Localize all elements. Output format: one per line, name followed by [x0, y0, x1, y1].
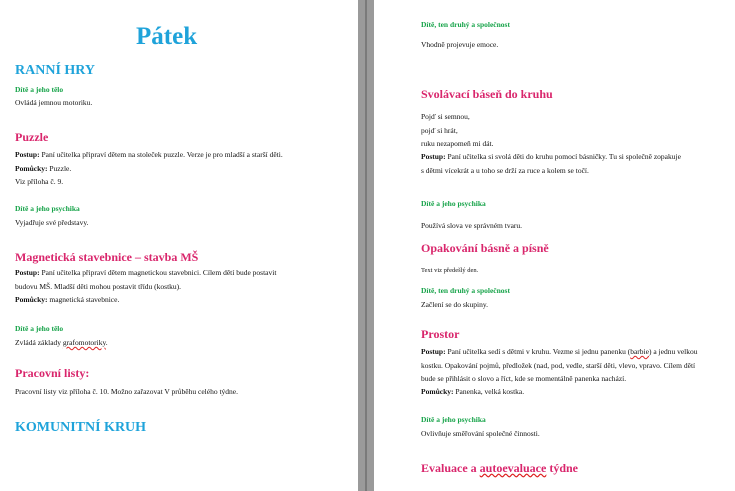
poem-procedure-2: s dětmi vícekrát a u toho se drží za ruce a kolem se točí.	[421, 166, 589, 175]
puzzle-aids: Pomůcky: Puzzle.	[15, 164, 72, 173]
space-subheading: Dítě a jeho psychika	[421, 415, 486, 424]
society-text: Vhodně projevuje emoce.	[421, 40, 499, 49]
space-heading: Prostor	[421, 327, 460, 341]
puzzle-procedure: Postup: Paní učitelka připraví dětem na stoleček puzzle. Verze je pro mladší a starší děti.	[15, 150, 283, 159]
space-aids: Pomůcky: Panenka, velká kostka.	[421, 387, 525, 396]
repeat-text: Text viz předešlý den.	[421, 267, 479, 274]
worksheets-heading: Pracovní listy:	[15, 366, 90, 380]
poem-procedure-1: Postup: Paní učitelka si svolá děti do kruhu pomocí básničky. Tu si společně zopakuje	[421, 152, 681, 161]
space-procedure-3: bude se přihlásit o slovo a říct, kde se momentálně panenka nachází.	[421, 374, 627, 383]
puzzle-appendix: Viz příloha č. 9.	[15, 177, 64, 186]
magnetic-aids: Pomůcky: magnetická stavebnice.	[15, 295, 120, 304]
morning-games-heading: RANNÍ HRY	[15, 63, 96, 78]
space-procedure-1: Postup: Paní učitelka sedí s dětmi v kruhu. Vezme si jednu panenku (barbie) a jednu velkou	[421, 347, 698, 356]
puzzle-subheading: Dítě a jeho psychika	[15, 204, 80, 213]
right-page	[374, 0, 735, 491]
day-title: Pátek	[136, 23, 198, 50]
poem-heading: Svolávací báseň do kruhu	[421, 87, 553, 101]
magnetic-subtext: Zvládá základy grafomotoriky.	[15, 338, 108, 347]
puzzle-subtext: Vyjadřuje své představy.	[15, 218, 89, 227]
puzzle-heading: Puzzle	[15, 130, 49, 144]
page-divider	[365, 0, 367, 491]
repeat-subheading: Dítě, ten druhý a společnost	[421, 286, 510, 295]
magnetic-procedure-1: Postup: Paní učitelka připraví dětem magnetickou stavebnici. Cílem dětí bude postavit	[15, 268, 277, 277]
poem-subtext: Používá slova ve správném tvaru.	[421, 221, 523, 230]
space-subtext: Ovlivňuje směřování společné činnosti.	[421, 429, 540, 438]
poem-line-2: pojď si hrát,	[421, 126, 458, 135]
left-page	[0, 0, 358, 491]
repeat-subtext: Začlení se do skupiny.	[421, 300, 488, 309]
magnetic-procedure-2: budovu MŠ. Mladší děti mohou postavit třídu (kostku).	[15, 282, 182, 291]
poem-line-1: Pojď si semnou,	[421, 112, 470, 121]
space-procedure-2: kostku. Opakování pojmů, předložek (nad, pod, vedle, starší děti, vlevo, vpravo. Cílem dětí	[421, 361, 696, 370]
society-subheading: Dítě, ten druhý a společnost	[421, 20, 510, 29]
evaluation-heading: Evaluace a autoevaluace týdne	[421, 461, 578, 475]
repeat-heading: Opakování básně a písně	[421, 241, 549, 255]
magnetic-subheading: Dítě a jeho tělo	[15, 324, 64, 333]
magnetic-heading: Magnetická stavebnice – stavba MŠ	[15, 250, 199, 264]
poem-subheading: Dítě a jeho psychika	[421, 199, 486, 208]
morning-games-subheading: Dítě a jeho tělo	[15, 85, 64, 94]
morning-games-text: Ovládá jemnou motoriku.	[15, 98, 93, 107]
community-circle-heading: KOMUNITNÍ KRUH	[15, 420, 147, 435]
worksheets-text: Pracovní listy viz příloha č. 10. Možno zařazovat V průběhu celého týdne.	[15, 387, 238, 396]
poem-line-3: ruku nezapomeň mi dát.	[421, 139, 494, 148]
